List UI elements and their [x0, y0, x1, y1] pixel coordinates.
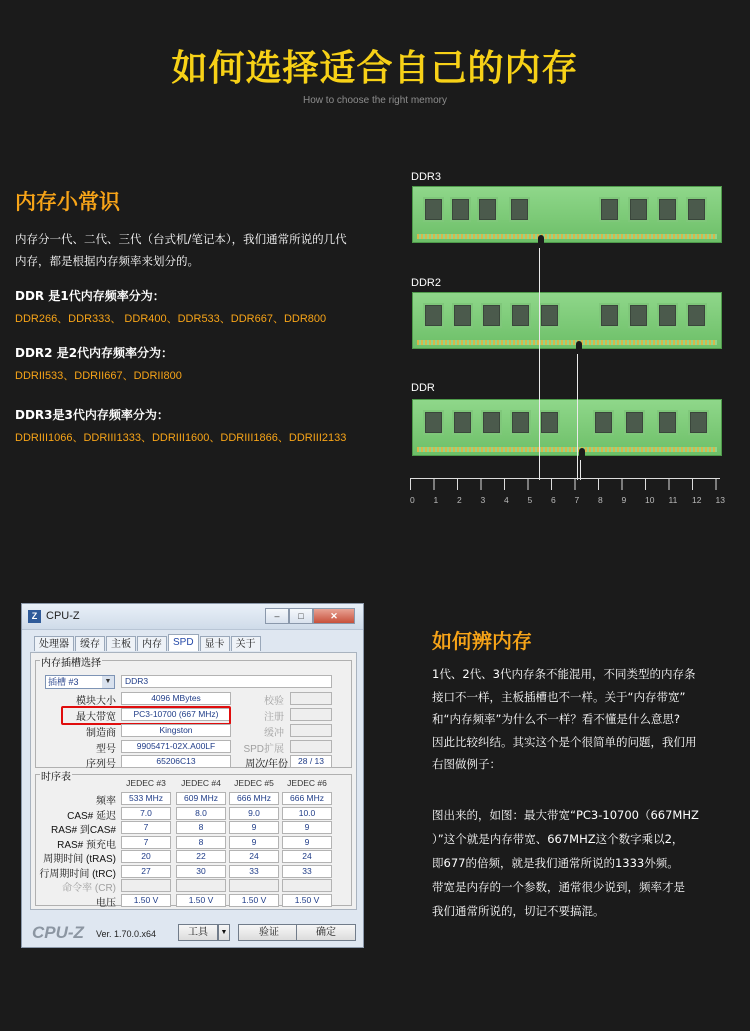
timing-row-label: 周期时间 (tRAS) [43, 854, 116, 865]
timing-cell: 24 [229, 850, 279, 863]
howto-title: 如何辨内存 [432, 629, 532, 653]
howto-line: 右图做例子： [432, 757, 501, 771]
ddr-heading: DDR 是1代内存频率分为： [15, 289, 165, 303]
timing-cell [121, 879, 171, 892]
ram-label-ddr3: DDR3 [411, 171, 441, 183]
ram-diagram [408, 168, 728, 513]
timing-cell [176, 879, 226, 892]
ruler-tick-label: 5 [527, 495, 533, 505]
ruler-tick-label: 3 [480, 495, 486, 505]
timing-cell [229, 879, 279, 892]
timing-group-title: 时序表 [40, 768, 72, 783]
max-bandwidth-label: 最大带宽 [76, 712, 116, 723]
timing-cell: 22 [176, 850, 226, 863]
slot-dropdown-value: 插槽 #3 [48, 677, 79, 687]
timing-cell [282, 879, 332, 892]
ruler-tick-label: 7 [574, 495, 580, 505]
ruler-tick-label: 6 [551, 495, 556, 505]
slot-group [35, 660, 352, 768]
tools-dropdown-icon[interactable]: ▼ [218, 924, 230, 941]
tab-mainboard[interactable]: 主板 [106, 636, 136, 651]
knowledge-title: 内存小常识 [15, 190, 120, 214]
cpuz-window [21, 603, 364, 948]
timing-cell: 33 [282, 865, 332, 878]
tab-processor[interactable]: 处理器 [34, 636, 74, 651]
ruler [410, 478, 720, 490]
ruler-tick-label: 4 [504, 495, 509, 505]
howto-paragraph-2 [432, 803, 732, 923]
timing-header: JEDEC #5 [234, 778, 274, 788]
timing-cell: 9 [229, 821, 279, 834]
ddr3-heading: DDR3是3代内存频率分为： [15, 408, 169, 422]
minimize-button[interactable]: – [265, 608, 289, 624]
cpuz-brand: CPU-Z [32, 923, 84, 942]
module-size-value: 4096 MBytes [121, 692, 231, 705]
timing-row-label: RAS# 预充电 [57, 839, 116, 851]
timing-cell: 7.0 [121, 807, 171, 820]
page-subtitle: How to choose the right memory [303, 95, 447, 106]
memory-type-field: DDR3 [121, 675, 332, 688]
intro-line: 内存，都是根据内存频率来划分的。 [15, 254, 199, 268]
manufacturer-label: 制造商 [86, 728, 116, 739]
chevron-down-icon[interactable]: ▼ [102, 676, 114, 688]
serial-value: 65206C13 [121, 755, 231, 768]
check-field [290, 692, 332, 705]
ok-button[interactable]: 确定 [296, 924, 356, 941]
spd-ext-field [290, 740, 332, 753]
timing-group [35, 772, 352, 909]
spd-panel [30, 652, 357, 910]
ruler-tick-label: 0 [410, 495, 415, 505]
ddr3-values: DDRIII1066、DDRIII1333、DDRIII1600、DDRIII1866、DDRIII2133 [15, 432, 347, 444]
part-number-value: 9905471-02X.A00LF [121, 740, 231, 753]
timing-cell: 609 MHz [176, 792, 226, 805]
cpuz-window-title: CPU-Z [46, 610, 80, 622]
maximize-button[interactable]: □ [289, 608, 313, 624]
howto-line: ）”这个就是内存带宽、667MHZ这个数字乘以2， [432, 832, 684, 846]
timing-cell: 27 [121, 865, 171, 878]
ruler-tick-label: 1 [433, 495, 439, 505]
timing-cell: 666 MHz [229, 792, 279, 805]
howto-line: 接口不一样，主板插槽也不一样。关于“内存带宽” [432, 689, 686, 704]
ruler-tick-label: 12 [692, 495, 702, 505]
module-size-label: 模块大小 [76, 696, 116, 707]
timing-cell: 1.50 V [121, 894, 171, 907]
slot-dropdown[interactable] [45, 675, 115, 689]
howto-line: 因此比较纠结。其实这个是个很简单的问题，我们用 [432, 734, 697, 749]
timing-cell: 666 MHz [282, 792, 332, 805]
check-label: 校验 [264, 696, 284, 707]
timing-cell: 1.50 V [282, 894, 332, 907]
howto-line: 图出来的，如图：最大带宽“PC3-10700（667MHZ [432, 808, 699, 822]
ram-label-ddr2: DDR2 [411, 277, 441, 289]
howto-line: 我们通常所说的，切记不要搞混。 [432, 904, 605, 918]
tab-spd[interactable]: SPD [168, 634, 199, 651]
howto-line: 带宽是内存的一个参数，通常很少说到，频率才是 [432, 880, 685, 894]
timing-header: JEDEC #6 [287, 778, 327, 788]
timing-row-label: 电压 [96, 897, 116, 909]
tab-about[interactable]: 关于 [231, 636, 261, 651]
bandwidth-highlight [61, 706, 231, 725]
page-title: 如何选择适合自己的内存 [171, 48, 579, 89]
timing-row-label: 行周期时间 (tRC) [39, 868, 116, 880]
ruler-tick-label: 13 [715, 495, 725, 505]
timing-header: JEDEC #3 [126, 778, 166, 788]
knowledge-intro [15, 228, 390, 272]
buffered-label: 缓冲 [264, 728, 284, 739]
timing-row-label: CAS# 延迟 [67, 810, 116, 822]
howto-line: 1代、2代、3代内存条不能混用，不同类型的内存条 [432, 667, 696, 681]
howto-line: 和“内存频率”为什么不一样？看不懂是什么意思? [432, 712, 681, 726]
cpuz-footer [22, 916, 363, 948]
timing-cell: 8 [176, 836, 226, 849]
timing-cell: 30 [176, 865, 226, 878]
ram-label-ddr: DDR [411, 382, 435, 394]
ruler-tick-label: 8 [598, 495, 603, 505]
manufacturer-value: Kingston [121, 724, 231, 737]
ruler-tick-label: 10 [645, 495, 655, 505]
max-bandwidth-value: PC3-10700 (667 MHz) [121, 708, 231, 721]
cpuz-titlebar[interactable] [22, 604, 363, 630]
ddr2-notch-line [577, 354, 578, 480]
timing-cell: 8.0 [176, 807, 226, 820]
timing-cell: 1.50 V [229, 894, 279, 907]
timing-cell: 8 [176, 821, 226, 834]
part-number-label: 型号 [96, 744, 116, 755]
tab-graphics[interactable]: 显卡 [200, 636, 230, 651]
close-button[interactable]: ✕ [313, 608, 355, 624]
timing-header: JEDEC #4 [181, 778, 221, 788]
timing-cell: 1.50 V [176, 894, 226, 907]
registered-field [290, 708, 332, 721]
timing-cell: 24 [282, 850, 332, 863]
tools-button[interactable]: 工具 [178, 924, 218, 941]
timing-cell: 7 [121, 821, 171, 834]
timing-cell: 9 [229, 836, 279, 849]
timing-row-label: 频率 [96, 796, 116, 807]
cpuz-version: Ver. 1.70.0.x64 [96, 929, 157, 939]
timing-cell: 10.0 [282, 807, 332, 820]
timing-cell: 9 [282, 821, 332, 834]
timing-row-label: 命令率 (CR) [62, 883, 116, 894]
timing-cell: 7 [121, 836, 171, 849]
timing-cell: 9 [282, 836, 332, 849]
ruler-tick-label: 9 [621, 495, 627, 505]
spd-ext-label: SPD扩展 [243, 744, 284, 755]
cpuz-logo-icon: Z [28, 610, 41, 623]
tab-cache[interactable]: 缓存 [75, 636, 105, 651]
intro-line: 内存分一代、二代、三代（台式机/笔记本），我们通常所说的几代 [15, 232, 347, 246]
ram-stick-ddr [412, 399, 722, 456]
ddr2-values: DDRII533、DDRII667、DDRII800 [15, 370, 182, 382]
ram-stick-ddr2 [412, 292, 722, 349]
timing-cell: 9.0 [229, 807, 279, 820]
buffered-field [290, 724, 332, 737]
ruler-labels [408, 495, 728, 507]
ddr3-notch-line [539, 248, 540, 480]
ram-stick-ddr3 [412, 186, 722, 243]
timing-cell: 33 [229, 865, 279, 878]
ruler-tick-label: 2 [457, 495, 462, 505]
week-year-value: 28 / 13 [290, 755, 332, 768]
cpuz-tabs [34, 636, 262, 651]
ruler-tick-label: 11 [668, 495, 678, 505]
howto-paragraph-1 [432, 663, 732, 776]
howto-line: 即677的倍频，就是我们通常所说的1333外频。 [432, 856, 679, 870]
ddr-values: DDR266、DDR333、 DDR400、DDR533、DDR667、DDR800 [15, 313, 327, 325]
slot-group-title: 内存插槽选择 [40, 654, 102, 669]
registered-label: 注册 [264, 712, 284, 723]
serial-label: 序列号 [86, 759, 116, 770]
ddr2-heading: DDR2 是2代内存频率分为： [15, 346, 174, 360]
tab-memory[interactable]: 内存 [137, 636, 167, 651]
timing-row-label: RAS# 到CAS# [50, 825, 116, 836]
ddr-notch-line [580, 460, 581, 480]
week-year-label: 周次/年份 [245, 759, 288, 770]
timing-cell: 533 MHz [121, 792, 171, 805]
timing-cell: 20 [121, 850, 171, 863]
validate-button[interactable]: 验证 [238, 924, 300, 941]
